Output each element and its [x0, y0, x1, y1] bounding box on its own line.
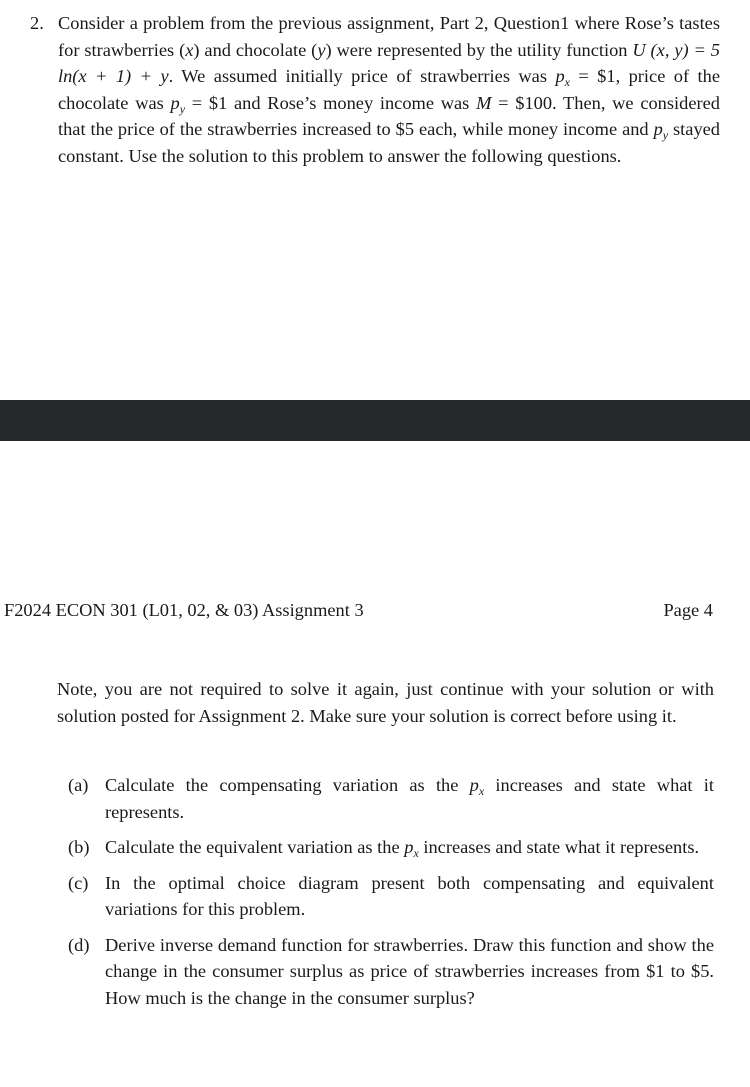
- page-number: Page 4: [663, 600, 713, 620]
- q-text-8: stayed constant. Use the solution to this problem to answer the following questions.: [58, 119, 720, 166]
- part-a-text-2: increases and state what it represents.: [105, 775, 714, 822]
- q-text-1: Consider a problem from the previous assignment, Part 2, Question1 where Rose’s tastes for strawberries (: [58, 13, 720, 60]
- q-income-m: M: [476, 92, 492, 113]
- part-d-text: Derive inverse demand function for strawberries. Draw this function and show the change in the consumer surplus as price of strawberries increases from $1 to $5. How much is the change in the consumer surplus?: [105, 934, 714, 1008]
- q-text-7: = $100. Then, we considered that the price of the strawberries increased to $5 each, while money income and: [58, 92, 720, 139]
- question-parts-list: [68, 772, 714, 1020]
- part-label: (a): [68, 775, 89, 795]
- part-a-price-sub: x: [478, 784, 485, 799]
- part-c: [68, 870, 714, 923]
- q-text-6: = $1 and Rose’s money income was: [185, 92, 477, 113]
- part-a-price-symbol: p: [469, 775, 479, 795]
- page-top-region: [0, 0, 750, 400]
- part-b-price-sub: x: [413, 846, 419, 861]
- part-b-price-symbol: p: [404, 837, 414, 857]
- part-a-text-1: Calculate the compensating variation as the: [105, 775, 470, 795]
- q-text-4: . We assumed initially price of strawberries was: [168, 66, 556, 86]
- part-b-text-2: increases and state what it represents.: [418, 837, 700, 857]
- q-text-5: = $1, price of the chocolate was: [58, 66, 720, 113]
- q-price-py-sub: y: [179, 101, 186, 116]
- q-price-py-2-sub: y: [662, 128, 669, 143]
- part-label: (d): [68, 934, 90, 955]
- q-var-x: x: [185, 39, 194, 60]
- part-c-text: In the optimal choice diagram present both compensating and equivalent variations for this problem.: [105, 872, 714, 919]
- part-label: (c): [68, 872, 89, 893]
- course-title: F2024 ECON 301 (L01, 02, & 03) Assignment 3: [4, 600, 364, 620]
- q-var-y: y: [317, 39, 326, 60]
- part-a: [68, 772, 714, 825]
- q-text-3: ) were represented by the utility function: [325, 39, 633, 60]
- part-label: (b): [68, 837, 90, 857]
- question-number: 2.: [30, 13, 44, 33]
- q-price-px-sub: x: [564, 75, 570, 90]
- part-b-text-1: Calculate the equivalent variation as the: [105, 837, 405, 857]
- question-text: [58, 10, 720, 169]
- part-b: [68, 834, 714, 861]
- q-price-py-2: p: [653, 119, 663, 139]
- q-price-py: p: [170, 92, 180, 113]
- page-break-bar: [0, 400, 750, 441]
- utility-function: U (x, y) = 5 ln(x + 1) + y: [58, 39, 720, 86]
- q-price-px: p: [555, 66, 565, 86]
- question-2: [30, 10, 720, 169]
- note-paragraph: Note, you are not required to solve it again, just continue with your solution or with solution posted for Assignment 2. Make sure your solution is correct before using it.: [57, 679, 714, 726]
- q-text-2: ) and chocolate (: [193, 39, 318, 60]
- part-d: [68, 932, 714, 1012]
